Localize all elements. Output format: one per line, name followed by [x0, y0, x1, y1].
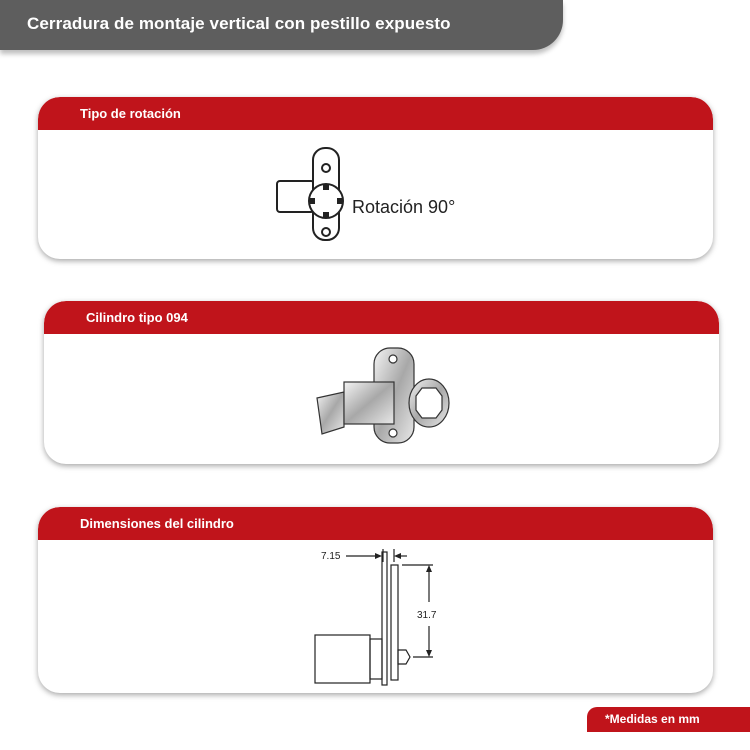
page-title: Cerradura de montaje vertical con pestillo expuesto [27, 14, 451, 33]
cylinder-dimensions-card [38, 507, 713, 693]
units-footnote [587, 707, 750, 732]
rotation-label: Rotación 90° [352, 197, 456, 217]
cylinder-illustration [44, 334, 719, 464]
rotation-diagram [38, 130, 713, 259]
cylinder-type-card [44, 301, 719, 464]
units-footnote-text: *Medidas en mm [605, 712, 700, 726]
dimension-drawing [38, 540, 713, 693]
rotation-type-header [38, 97, 713, 130]
height-dimension-label: 31.7 [417, 610, 437, 621]
page-title-bar [0, 0, 563, 50]
cylinder-type-header [44, 301, 719, 334]
cylinder-type-heading: Cilindro tipo 094 [86, 310, 188, 325]
cylinder-dimensions-header [38, 507, 713, 540]
rotation-type-heading: Tipo de rotación [80, 106, 181, 121]
rotation-type-card [38, 97, 713, 259]
offset-dimension-label: 7.15 [321, 551, 341, 562]
cylinder-dimensions-heading: Dimensiones del cilindro [80, 516, 234, 531]
